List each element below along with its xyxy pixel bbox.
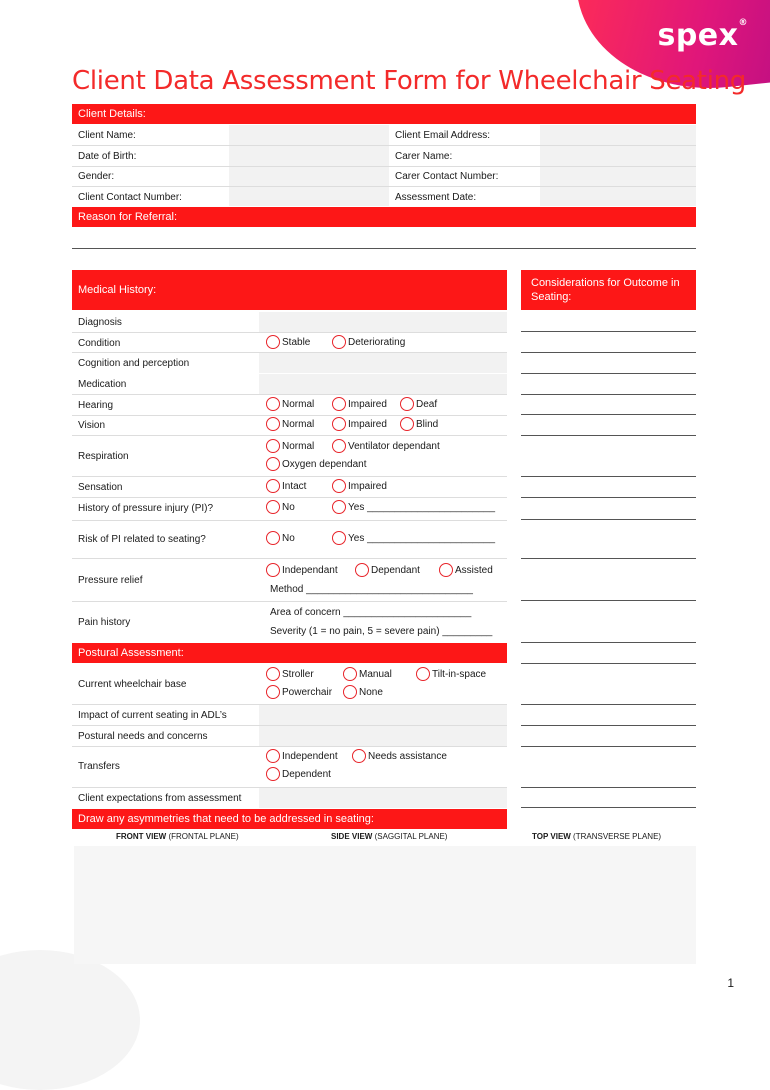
relief-dependant-option[interactable]: Dependant: [355, 563, 420, 577]
impact-field: [259, 705, 507, 725]
radio-circle-icon: [332, 397, 346, 411]
hearing-impaired-option[interactable]: Impaired: [332, 397, 387, 411]
radio-circle-icon: [266, 479, 280, 493]
diagnosis-label: Diagnosis: [78, 316, 122, 328]
base-label: Current wheelchair base: [78, 678, 187, 690]
divider: [72, 332, 507, 333]
radio-circle-icon: [266, 563, 280, 577]
medication-label: Medication: [78, 378, 127, 390]
expectations-field: [259, 788, 507, 808]
powerchair-option[interactable]: Powerchair: [266, 685, 332, 699]
ventilator-option[interactable]: Ventilator dependant: [332, 439, 440, 453]
vision-normal-option[interactable]: Normal: [266, 417, 314, 431]
stable-option[interactable]: Stable: [266, 335, 310, 349]
expectations-label: Client expectations from assessment: [78, 792, 242, 804]
considerations-line: [521, 352, 696, 353]
front-view-label: FRONT VIEW (FRONTAL PLANE): [116, 832, 239, 841]
radio-circle-icon: [266, 397, 280, 411]
dob-label: Date of Birth:: [78, 150, 137, 162]
radio-circle-icon: [332, 335, 346, 349]
tilt-option[interactable]: Tilt-in-space: [416, 667, 486, 681]
needs-field: [259, 726, 507, 746]
pi-risk-yes-option[interactable]: Yes _______________________: [332, 531, 495, 545]
radio-circle-icon: [439, 563, 453, 577]
considerations-line: [521, 435, 696, 436]
radio-circle-icon: [400, 417, 414, 431]
pi-history-no-option[interactable]: No: [266, 500, 295, 514]
considerations-line: [521, 663, 696, 664]
radio-circle-icon: [332, 500, 346, 514]
needs-assistance-option[interactable]: Needs assistance: [352, 749, 447, 763]
respiration-label: Respiration: [78, 450, 129, 462]
sensation-intact-option[interactable]: Intact: [266, 479, 306, 493]
client-details-header: Client Details:: [72, 104, 696, 124]
transfer-independent-option[interactable]: Independent: [266, 749, 338, 763]
divider: [72, 497, 507, 498]
radio-circle-icon: [355, 563, 369, 577]
divider: [72, 145, 696, 146]
draw-header: Draw any asymmetries that need to be addressed in seating:: [72, 809, 507, 829]
medical-history-header: Medical History:: [72, 270, 507, 310]
pi-history-label: History of pressure injury (PI)?: [78, 502, 214, 514]
carer-contact-label: Carer Contact Number:: [395, 170, 499, 182]
considerations-line: [521, 476, 696, 477]
assessment-date-label: Assessment Date:: [395, 191, 477, 203]
pressure-relief-label: Pressure relief: [78, 574, 143, 586]
radio-circle-icon: [266, 767, 280, 781]
radio-circle-icon: [343, 667, 357, 681]
divider: [72, 704, 507, 705]
impact-label: Impact of current seating in ADL’s: [78, 709, 227, 721]
radio-circle-icon: [332, 439, 346, 453]
sensation-label: Sensation: [78, 481, 123, 493]
radio-circle-icon: [266, 417, 280, 431]
hearing-label: Hearing: [78, 399, 114, 411]
divider: [72, 520, 507, 521]
page-number: 1: [727, 976, 734, 990]
condition-label: Condition: [78, 337, 121, 349]
none-option[interactable]: None: [343, 685, 383, 699]
email-label: Client Email Address:: [395, 129, 491, 141]
radio-circle-icon: [332, 417, 346, 431]
vision-blind-option[interactable]: Blind: [400, 417, 438, 431]
postural-header: Postural Assessment:: [72, 643, 507, 663]
relief-assisted-option[interactable]: Assisted: [439, 563, 493, 577]
radio-circle-icon: [266, 500, 280, 514]
divider: [72, 415, 507, 416]
considerations-line: [521, 373, 696, 374]
cognition-label: Cognition and perception: [78, 357, 190, 369]
considerations-line: [521, 558, 696, 559]
relief-independant-option[interactable]: Independant: [266, 563, 338, 577]
medication-field: [259, 374, 507, 394]
radio-circle-icon: [352, 749, 366, 763]
considerations-line: [521, 331, 696, 332]
hearing-deaf-option[interactable]: Deaf: [400, 397, 437, 411]
area-of-concern-line[interactable]: Area of concern _______________________: [270, 607, 472, 618]
side-view-label: SIDE VIEW (SAGGITAL PLANE): [331, 832, 448, 841]
deteriorating-option[interactable]: Deteriorating: [332, 335, 405, 349]
sensation-impaired-option[interactable]: Impaired: [332, 479, 387, 493]
radio-circle-icon: [266, 335, 280, 349]
carer-name-label: Carer Name:: [395, 150, 453, 162]
radio-circle-icon: [266, 685, 280, 699]
radio-circle-icon: [266, 457, 280, 471]
radio-circle-icon: [332, 479, 346, 493]
divider: [72, 166, 696, 167]
pi-history-yes-option[interactable]: Yes _______________________: [332, 500, 495, 514]
considerations-line: [521, 642, 696, 643]
radio-circle-icon: [416, 667, 430, 681]
respiration-normal-option[interactable]: Normal: [266, 439, 314, 453]
radio-circle-icon: [400, 397, 414, 411]
divider: [72, 746, 507, 747]
considerations-line: [521, 394, 696, 395]
considerations-header: Considerations for Outcome in Seating:: [521, 270, 696, 310]
divider: [72, 787, 507, 788]
client-name-label: Client Name:: [78, 129, 136, 141]
spex-logo: spex®: [657, 18, 748, 53]
pi-risk-label: Risk of PI related to seating?: [78, 533, 206, 545]
diagnosis-field: [259, 312, 507, 332]
transfer-dependent-option[interactable]: Dependent: [266, 767, 331, 781]
pain-history-label: Pain history: [78, 616, 131, 628]
considerations-line: [521, 725, 696, 726]
radio-circle-icon: [266, 749, 280, 763]
divider: [72, 558, 507, 559]
severity-line[interactable]: Severity (1 = no pain, 5 = severe pain) _________: [270, 626, 493, 637]
stroller-option[interactable]: Stroller: [266, 667, 314, 681]
cognition-field: [259, 353, 507, 373]
divider: [72, 186, 696, 187]
hearing-normal-option[interactable]: Normal: [266, 397, 314, 411]
divider: [72, 476, 507, 477]
divider: [72, 435, 507, 436]
oxygen-option[interactable]: Oxygen dependant: [266, 457, 367, 471]
considerations-line: [521, 787, 696, 788]
divider: [72, 601, 507, 602]
considerations-line: [521, 807, 696, 808]
transfers-label: Transfers: [78, 760, 120, 772]
radio-circle-icon: [266, 531, 280, 545]
radio-circle-icon: [266, 667, 280, 681]
considerations-line: [521, 600, 696, 601]
gender-label: Gender:: [78, 170, 115, 182]
considerations-line: [521, 746, 696, 747]
vision-label: Vision: [78, 419, 106, 431]
method-line[interactable]: Method ______________________________: [270, 584, 473, 595]
needs-label: Postural needs and concerns: [78, 730, 208, 742]
radio-circle-icon: [332, 531, 346, 545]
divider: [72, 725, 507, 726]
divider: [72, 352, 507, 353]
considerations-line: [521, 704, 696, 705]
radio-circle-icon: [343, 685, 357, 699]
manual-option[interactable]: Manual: [343, 667, 392, 681]
pi-risk-no-option[interactable]: No: [266, 531, 295, 545]
contact-number-label: Client Contact Number:: [78, 191, 182, 203]
drawing-area[interactable]: [74, 846, 696, 964]
vision-impaired-option[interactable]: Impaired: [332, 417, 387, 431]
top-view-label: TOP VIEW (TRANSVERSE PLANE): [532, 832, 662, 841]
considerations-line: [521, 519, 696, 520]
page-title: Client Data Assessment Form for Wheelchair Seating: [72, 66, 747, 96]
radio-circle-icon: [266, 439, 280, 453]
considerations-line: [521, 497, 696, 498]
divider: [72, 394, 507, 395]
reason-line: [72, 248, 696, 249]
considerations-line: [521, 414, 696, 415]
reason-header: Reason for Referral:: [72, 207, 696, 227]
decorative-blob: [0, 950, 140, 1090]
